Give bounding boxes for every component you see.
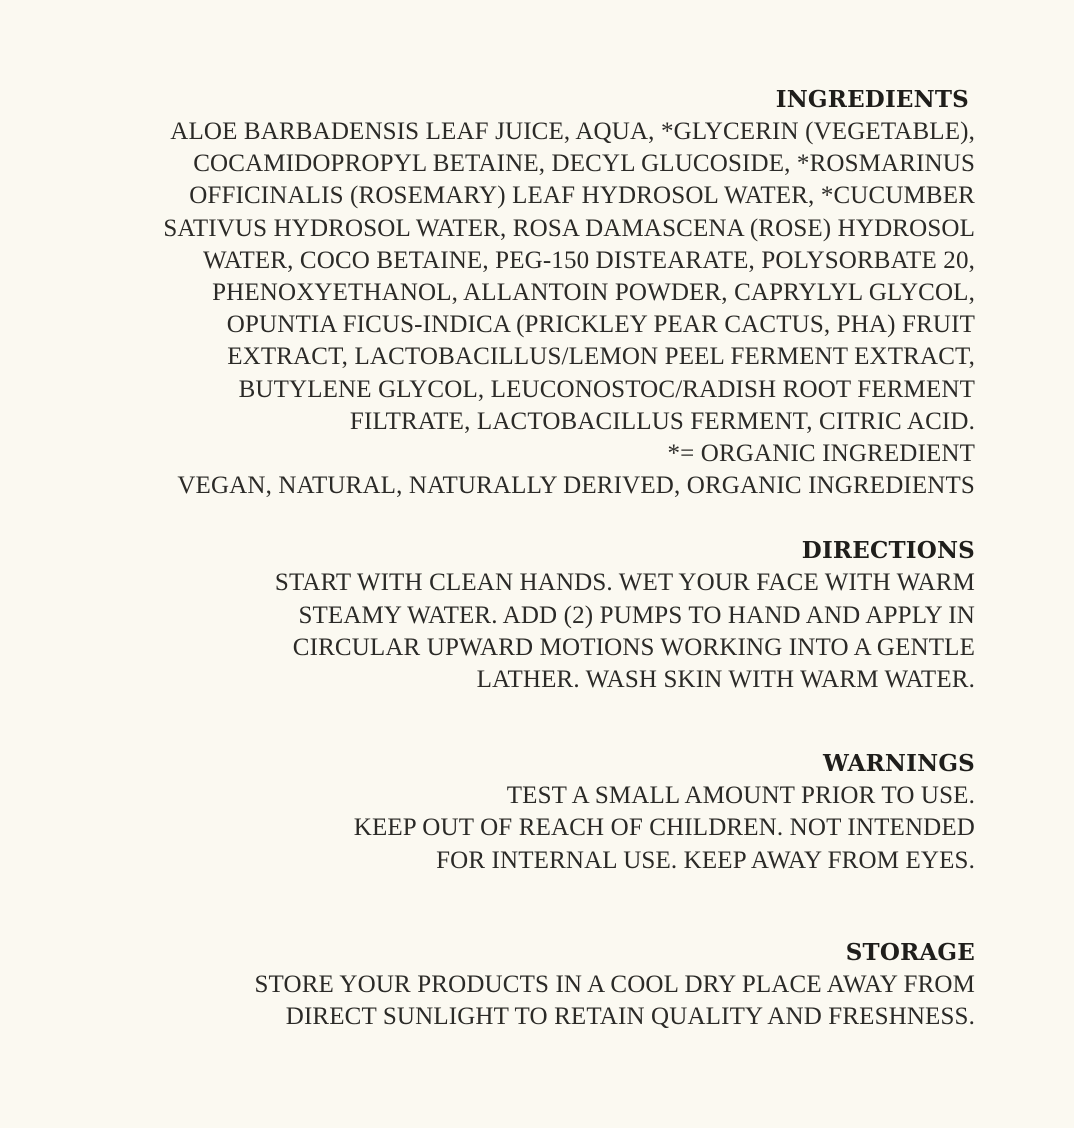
ingredients-heading: INGREDIENTS — [775, 86, 969, 113]
section-spacer — [115, 502, 975, 535]
directions-section — [115, 535, 975, 696]
directions-heading: DIRECTIONS — [801, 537, 975, 565]
ingredients-line: COCAMIDOPROPYL BETAINE, DECYL GLUCOSIDE, *ROSMARINUS — [193, 150, 975, 178]
warnings-line: TEST A SMALL AMOUNT PRIOR TO USE. — [506, 782, 975, 810]
storage-line: DIRECT SUNLIGHT TO RETAIN QUALITY AND FRESHNESS. — [285, 1003, 975, 1031]
organic-note: *= ORGANIC INGREDIENT — [667, 440, 975, 468]
warnings-section — [115, 748, 975, 877]
storage-line: STORE YOUR PRODUCTS IN A COOL DRY PLACE AWAY FROM — [254, 970, 975, 998]
warnings-heading: WARNINGS — [823, 750, 975, 778]
ingredients-line: EXTRACT, LACTOBACILLUS/LEMON PEEL FERMENT EXTRACT, — [227, 343, 975, 371]
section-spacer — [115, 696, 975, 748]
ingredients-line: ALOE BARBADENSIS LEAF JUICE, AQUA, *GLYCERIN (VEGETABLE), — [170, 118, 975, 145]
warnings-line: KEEP OUT OF REACH OF CHILDREN. NOT INTENDED — [353, 814, 975, 842]
product-label-text — [115, 84, 975, 1033]
directions-line: STEAMY WATER. ADD (2) PUMPS TO HAND AND APPLY IN — [298, 601, 975, 629]
warnings-line: FOR INTERNAL USE. KEEP AWAY FROM EYES. — [436, 846, 975, 874]
directions-line: CIRCULAR UPWARD MOTIONS WORKING INTO A GENTLE — [292, 633, 975, 661]
ingredients-line: PHENOXYETHANOL, ALLANTOIN POWDER, CAPRYLYL GLYCOL, — [212, 279, 975, 307]
directions-line: START WITH CLEAN HANDS. WET YOUR FACE WITH WARM — [274, 569, 975, 597]
storage-section — [115, 937, 975, 1033]
ingredients-line: BUTYLENE GLYCOL, LEUCONOSTOC/RADISH ROOT FERMENT — [238, 375, 975, 403]
directions-line: LATHER. WASH SKIN WITH WARM WATER. — [476, 666, 975, 694]
ingredients-section — [115, 84, 975, 502]
section-spacer — [115, 877, 975, 937]
ingredients-line: OPUNTIA FICUS-INDICA (PRICKLEY PEAR CACTUS, PHA) FRUIT — [226, 311, 975, 339]
ingredients-line: FILTRATE, LACTOBACILLUS FERMENT, CITRIC ACID. — [349, 407, 975, 435]
ingredients-line: WATER, COCO BETAINE, PEG-150 DISTEARATE, POLYSORBATE 20, — [203, 246, 975, 274]
ingredients-line: SATIVUS HYDROSOL WATER, ROSA DAMASCENA (ROSE) HYDROSOL — [163, 214, 975, 242]
ingredients-line: OFFICINALIS (ROSEMARY) LEAF HYDROSOL WATER, *CUCUMBER — [189, 182, 975, 210]
storage-heading: STORAGE — [845, 938, 975, 966]
vegan-note: VEGAN, NATURAL, NATURALLY DERIVED, ORGANIC INGREDIENTS — [177, 472, 975, 500]
